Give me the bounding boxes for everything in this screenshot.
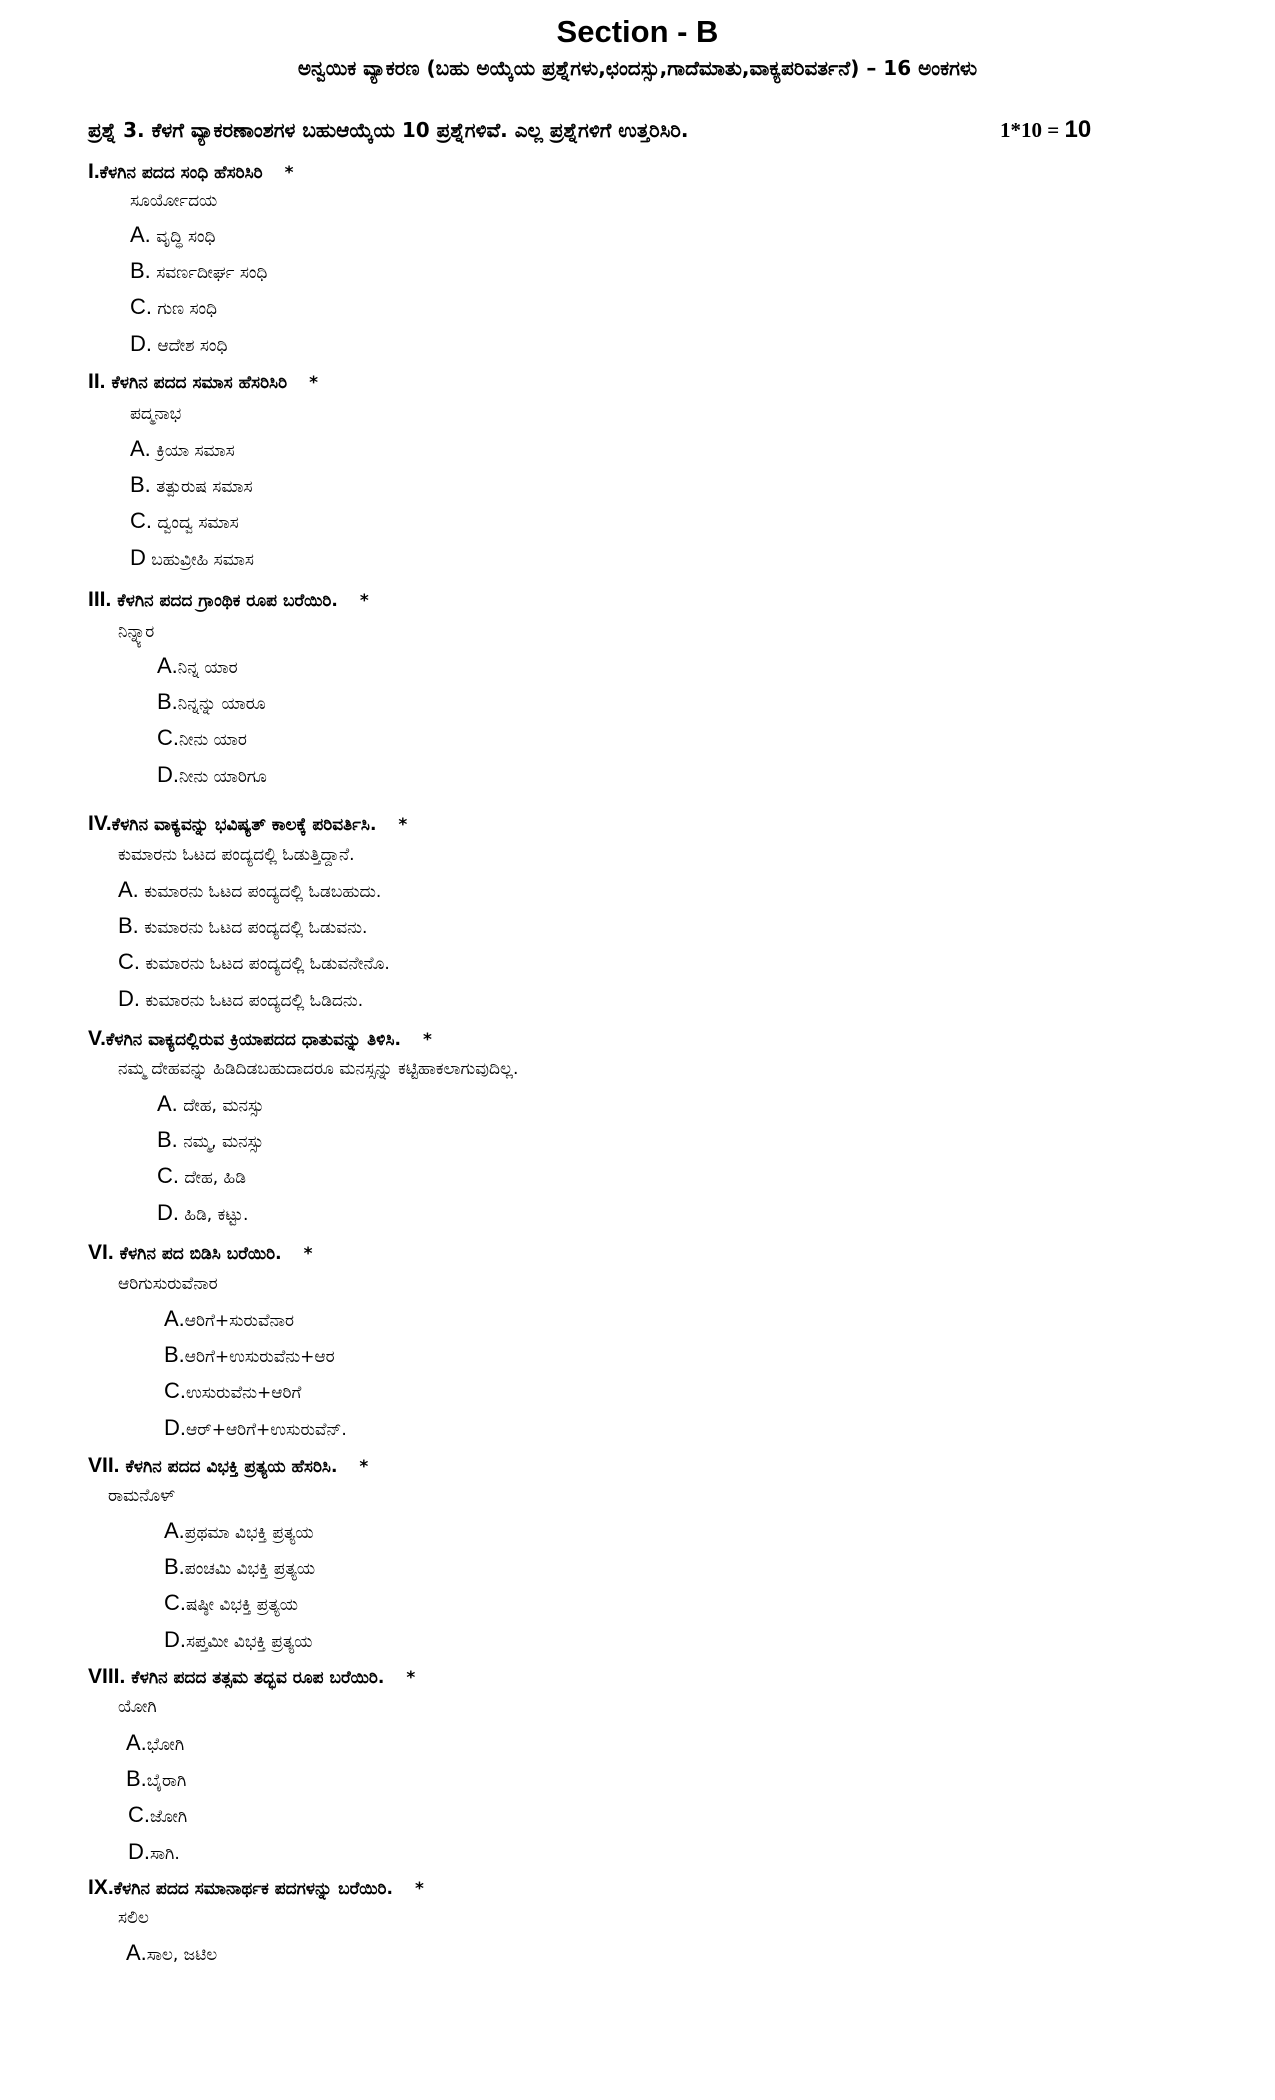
option-letter: B. xyxy=(164,1554,185,1579)
option-a xyxy=(157,1091,264,1117)
question-number: IV. xyxy=(88,812,112,835)
question-word: ನಿನ್ನ್ಯಾರ xyxy=(118,622,155,642)
option-text: ಸಾಲ, ಜಟಿಲ xyxy=(146,1945,218,1965)
option-text: ದೇಹ, ಹಿಡಿ xyxy=(184,1168,246,1188)
option-text: ಬೈರಾಗಿ xyxy=(146,1771,187,1791)
question-heading xyxy=(88,1454,368,1478)
question-text: ಕೆಳಗಿನ ಪದದ ಸಮಾಸ ಹೆಸರಿಸಿರಿ xyxy=(111,373,288,393)
required-asterisk: * xyxy=(414,1879,424,1899)
question-word: ನಮ್ಮ ದೇಹವನ್ನು ಹಿಡಿದಿಡಬಹುದಾದರೂ ಮನಸ್ಸನ್ನು ಕಟ್ಟಿಹಾಕಲಾಗುವುದಿಲ್ಲ. xyxy=(118,1059,519,1079)
option-c xyxy=(128,1802,187,1828)
option-b xyxy=(118,913,367,939)
option-text: ನೀನು ಯಾರಿಗೂ xyxy=(179,767,267,787)
option-letter: B. xyxy=(157,1127,178,1152)
question-number: IX. xyxy=(88,1876,114,1899)
question-number: II. xyxy=(88,370,106,393)
option-letter: D. xyxy=(128,1839,150,1864)
option-a xyxy=(164,1518,314,1544)
required-asterisk: * xyxy=(406,1668,416,1688)
section-title: Section - B xyxy=(556,14,719,49)
required-asterisk: * xyxy=(309,373,318,393)
option-letter: C. xyxy=(164,1378,186,1403)
option-text: ಪಂಚಮಿ ವಿಭಕ್ತಿ ಪ್ರತ್ಯಯ xyxy=(184,1559,316,1579)
question-text: ಕೆಳಗಿನ ವಾಕ್ಯವನ್ನು ಭವಿಷ್ಯತ್ ಕಾಲಕ್ಕೆ ಪರಿವರ್ತಿಸಿ. xyxy=(111,815,377,835)
option-text: ಆದೇಶ ಸಂಧಿ xyxy=(157,336,228,356)
option-letter: B. xyxy=(126,1766,147,1791)
option-d xyxy=(118,986,363,1012)
option-d xyxy=(157,1200,248,1226)
option-letter: C. xyxy=(130,294,152,319)
option-text: ನಿನ್ನ ಯಾರ xyxy=(177,658,238,678)
option-d xyxy=(128,1839,180,1865)
question-word: ಯೋಗಿ xyxy=(118,1697,157,1717)
required-asterisk: * xyxy=(359,1457,369,1477)
marks-total: 10 xyxy=(1064,116,1092,143)
required-asterisk: * xyxy=(303,1244,313,1264)
option-text: ಹಿಡಿ, ಕಟ್ಟು. xyxy=(184,1205,249,1225)
question-instruction: ಪ್ರಶ್ನೆ 3. ಕೆಳಗೆ ವ್ಯಾಕರಣಾಂಶಗಳ ಬಹುಆಯ್ಕೆಯ 10 ಪ್ರಶ್ನೆಗಳಿವೆ. ಎಲ್ಲ ಪ್ರಶ್ನೆಗಳಿಗೆ ಉತ್ತರಿಸಿರಿ. xyxy=(88,118,689,142)
option-text: ಕುಮಾರನು ಓಟದ ಪಂದ್ಯದಲ್ಲಿ ಓಡಬಹುದು. xyxy=(144,882,382,902)
option-text: ದೇಹ, ಮನಸ್ಸು xyxy=(183,1096,265,1116)
option-text: ಗುಣ ಸಂಧಿ xyxy=(157,299,218,319)
question-word: ಕುಮಾರನು ಓಟದ ಪಂದ್ಯದಲ್ಲಿ ಓಡುತ್ತಿದ್ದಾನೆ. xyxy=(118,845,355,865)
question-text: ಕೆಳಗಿನ ಪದದ ಗ್ರಾಂಥಿಕ ರೂಪ ಬರೆಯಿರಿ. xyxy=(117,591,338,611)
option-text: ಕ್ರಿಯಾ ಸಮಾಸ xyxy=(156,441,235,461)
option-letter: A. xyxy=(130,436,151,461)
option-letter: D. xyxy=(164,1415,186,1440)
option-b xyxy=(164,1342,335,1368)
question-text: ಕೆಳಗಿನ ಪದದ ಸಂಧಿ ಹೆಸರಿಸಿರಿ xyxy=(99,163,263,183)
required-asterisk: * xyxy=(422,1030,432,1050)
question-word: ಸೂರ್ಯೋದಯ xyxy=(130,191,218,211)
option-a xyxy=(126,1940,217,1966)
question-heading xyxy=(88,1665,415,1689)
option-c xyxy=(164,1590,298,1616)
question-number: VIII. xyxy=(88,1665,126,1688)
question-heading xyxy=(88,370,318,394)
question-number: VI. xyxy=(88,1241,114,1264)
option-letter: B. xyxy=(130,258,151,283)
option-d xyxy=(157,762,267,788)
option-d xyxy=(164,1627,313,1653)
option-letter: A. xyxy=(118,877,139,902)
option-letter: B. xyxy=(164,1342,185,1367)
option-letter: A. xyxy=(164,1306,185,1331)
option-c xyxy=(157,725,247,751)
question-number: VII. xyxy=(88,1454,120,1477)
option-text: ಕುಮಾರನು ಓಟದ ಪಂದ್ಯದಲ್ಲಿ ಓಡಿದನು. xyxy=(145,991,364,1011)
option-b xyxy=(126,1766,186,1792)
option-text: ಕುಮಾರನು ಓಟದ ಪಂದ್ಯದಲ್ಲಿ ಓಡುವನು. xyxy=(144,918,368,938)
option-letter: C. xyxy=(157,1163,179,1188)
question-heading xyxy=(88,1876,424,1900)
question-word: ರಾಮನೊಳ್ xyxy=(108,1486,175,1506)
option-letter: B. xyxy=(157,689,178,714)
option-text: ಕುಮಾರನು ಓಟದ ಪಂದ್ಯದಲ್ಲಿ ಓಡುವನೇನೊ. xyxy=(145,954,390,974)
option-text: ಭೋಗಿ xyxy=(146,1735,185,1755)
option-letter: C. xyxy=(118,949,140,974)
option-letter: C. xyxy=(130,508,152,533)
option-letter: B. xyxy=(130,472,151,497)
option-c xyxy=(130,294,217,320)
question-text: ಕೆಳಗಿನ ಪದ ಬಿಡಿಸಿ ಬರೆಯಿರಿ. xyxy=(119,1244,282,1264)
option-a xyxy=(118,877,381,903)
option-text: ನೀನು ಯಾರ xyxy=(179,730,247,750)
option-d xyxy=(130,331,227,357)
option-b xyxy=(130,472,253,498)
required-asterisk: * xyxy=(284,163,294,183)
question-heading xyxy=(88,588,369,612)
option-letter: C. xyxy=(128,1802,150,1827)
question-word: ಪದ್ಮನಾಭ xyxy=(130,404,182,424)
option-a xyxy=(157,653,238,679)
question-heading xyxy=(88,812,407,836)
option-c xyxy=(157,1163,246,1189)
question-text: ಕೆಳಗಿನ ಪದದ ತತ್ಸಮ ತದ್ಭವ ರೂಪ ಬರೆಯಿರಿ. xyxy=(131,1668,385,1688)
option-letter: A. xyxy=(157,1091,178,1116)
option-text: ಆರ್+ಆರಿಗೆ+ಉಸುರುವೆನ್. xyxy=(186,1420,347,1440)
option-letter: D. xyxy=(118,986,140,1011)
option-d xyxy=(164,1415,347,1441)
option-letter: A. xyxy=(130,222,151,247)
option-letter: D. xyxy=(157,762,179,787)
option-letter: A. xyxy=(164,1518,185,1543)
option-letter: D. xyxy=(164,1627,186,1652)
required-asterisk: * xyxy=(359,591,369,611)
option-b xyxy=(164,1554,315,1580)
option-letter: D. xyxy=(130,331,152,356)
option-a xyxy=(126,1730,184,1756)
question-word: ಸಲಿಲ xyxy=(118,1908,149,1928)
marks-allocation xyxy=(1000,116,1091,144)
option-b xyxy=(130,258,267,284)
question-heading xyxy=(88,1027,432,1051)
section-subtitle: ಅನ್ವಯಿಕ ವ್ಯಾಕರಣ (ಬಹು ಅಯ್ಕೆಯ ಪ್ರಶ್ನೆಗಳು,ಛಂದಸ್ಸು,ಗಾದೆಮಾತು,ವಾಕ್ಯಪರಿವರ್ತನೆ) – 16 ಅಂಕಗಳು xyxy=(297,56,978,80)
option-text: ಸಾಗಿ. xyxy=(150,1844,180,1864)
question-heading xyxy=(88,1241,312,1265)
option-text: ದ್ವಂದ್ವ ಸಮಾಸ xyxy=(157,513,239,533)
option-text: ಬಹುವ್ರೀಹಿ ಸಮಾಸ xyxy=(151,550,254,570)
question-text: ಕೆಳಗಿನ ವಾಕ್ಯದಲ್ಲಿರುವ ಕ್ರಿಯಾಪದದ ಧಾತುವನ್ನು ತಿಳಿಸಿ. xyxy=(105,1030,401,1050)
option-a xyxy=(130,436,235,462)
question-heading xyxy=(88,160,294,184)
option-letter: A. xyxy=(157,653,178,678)
option-text: ಜೋಗಿ xyxy=(150,1807,188,1827)
question-number: V. xyxy=(88,1027,106,1050)
option-letter: D xyxy=(130,545,146,570)
question-text: ಕೆಳಗಿನ ಪದದ ಸಮಾನಾರ್ಥಕ ಪದಗಳನ್ನು ಬರೆಯಿರಿ. xyxy=(113,1879,393,1899)
option-c xyxy=(130,508,239,534)
option-text: ತತ್ಪುರುಷ ಸಮಾಸ xyxy=(156,477,253,497)
required-asterisk: * xyxy=(398,815,408,835)
option-b xyxy=(157,1127,264,1153)
option-text: ಆರಿಗೆ+ಸುರುವೆನಾರ xyxy=(184,1311,294,1331)
option-text: ಉಸುರುವೆನು+ಆರಿಗೆ xyxy=(186,1383,302,1403)
option-a xyxy=(130,222,216,248)
option-d xyxy=(130,545,254,571)
marks-formula: 1*10 = xyxy=(1000,118,1060,142)
option-text: ನಿನ್ನನ್ನು ಯಾರೂ xyxy=(177,694,266,714)
option-text: ವೃದ್ಧಿ ಸಂಧಿ xyxy=(156,227,216,247)
option-letter: A. xyxy=(126,1940,147,1965)
option-text: ಸವರ್ಣದೀರ್ಘ ಸಂಧಿ xyxy=(156,263,268,283)
option-text: ಆರಿಗೆ+ಉಸುರುವೆನು+ಆರ xyxy=(184,1347,335,1367)
question-text: ಕೆಳಗಿನ ಪದದ ವಿಭಕ್ತಿ ಪ್ರತ್ಯಯ ಹೆಸರಿಸಿ. xyxy=(125,1457,338,1477)
option-c xyxy=(164,1378,301,1404)
question-word: ಆರಿಗುಸುರುವೆನಾರ xyxy=(118,1274,218,1294)
option-letter: B. xyxy=(118,913,139,938)
option-letter: C. xyxy=(164,1590,186,1615)
option-letter: A. xyxy=(126,1730,147,1755)
option-letter: C. xyxy=(157,725,179,750)
option-text: ನಮ್ಮ, ಮನಸ್ಸು xyxy=(183,1132,264,1152)
question-number: I. xyxy=(88,160,100,183)
option-c xyxy=(118,949,390,975)
question-number: III. xyxy=(88,588,112,611)
option-text: ಸಪ್ತಮೀ ವಿಭಕ್ತಿ ಪ್ರತ್ಯಯ xyxy=(186,1632,313,1652)
option-text: ಪ್ರಥಮಾ ವಿಭಕ್ತಿ ಪ್ರತ್ಯಯ xyxy=(184,1523,314,1543)
option-letter: D. xyxy=(157,1200,179,1225)
option-b xyxy=(157,689,266,715)
option-a xyxy=(164,1306,294,1332)
option-text: ಷಷ್ಠೀ ವಿಭಕ್ತಿ ಪ್ರತ್ಯಯ xyxy=(186,1595,299,1615)
